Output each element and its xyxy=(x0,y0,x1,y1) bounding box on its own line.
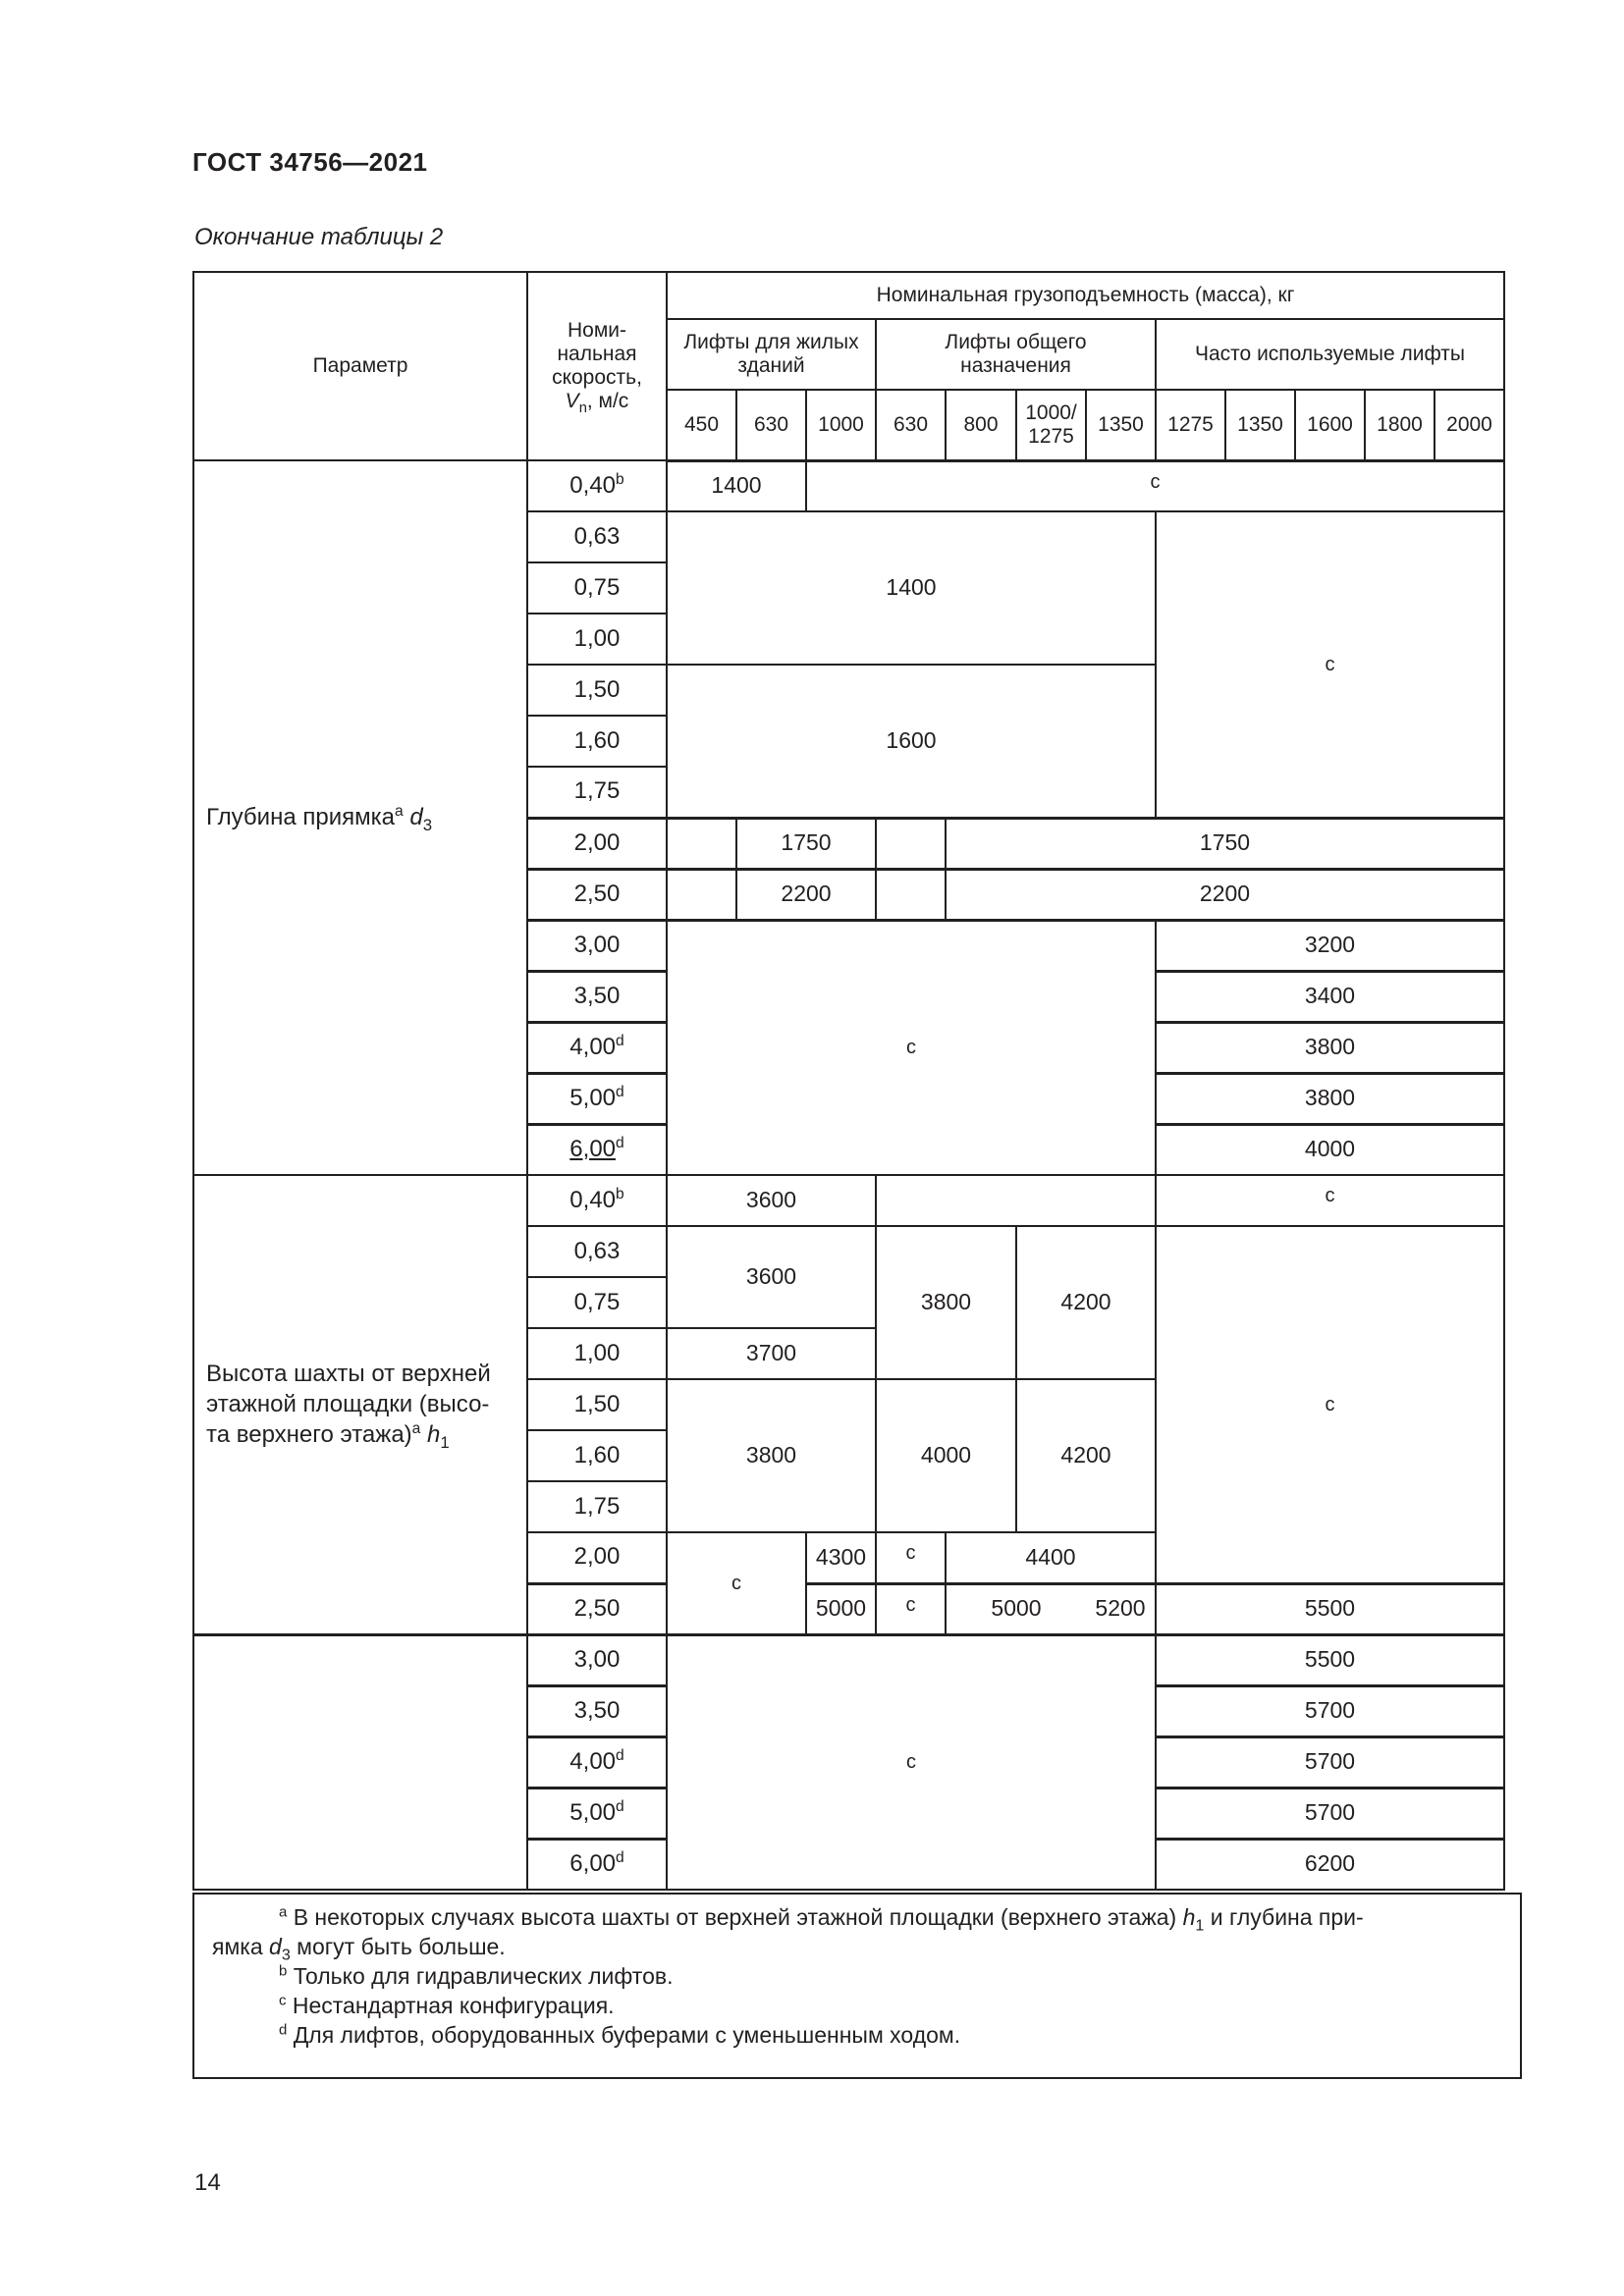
speed-cell: 3,50 xyxy=(527,971,667,1022)
header-capacity: Номинальная грузоподъемность (масса), кг xyxy=(667,272,1504,319)
value-cell: 5700 xyxy=(1156,1788,1504,1839)
value-cell: 1600 xyxy=(667,665,1156,818)
footnote-a: $^a$ В некоторых случаях высота шахты от верхней этажной площадки (верхнего этажа) $h_1$ и глубина при- xyxy=(279,1903,1364,1935)
value-cell-c: c xyxy=(1156,511,1504,818)
header-capacity-col: 630 xyxy=(736,390,806,460)
value-cell: 1400 xyxy=(667,511,1156,665)
footnote-c: $^c$ Нестандартная конфигурация. xyxy=(279,1992,615,2018)
header-capacity-col: 2000 xyxy=(1435,390,1504,460)
header-group-residential: Лифты для жилых зданий xyxy=(667,319,876,390)
value-cell-c: c xyxy=(806,460,1504,511)
value-cell: 4300 xyxy=(806,1532,876,1583)
value-cell: 3600 xyxy=(667,1175,876,1226)
speed-cell: 1,75 xyxy=(527,1481,667,1532)
page-number: 14 xyxy=(194,2169,221,2196)
header-capacity-col: 450 xyxy=(667,390,736,460)
speed-cell: 1,00 xyxy=(527,614,667,665)
speed-cell: 1,75 xyxy=(527,767,667,818)
header-capacity-col: 630 xyxy=(876,390,946,460)
value-cell: 3800 xyxy=(1156,1073,1504,1124)
empty-cell xyxy=(876,869,946,920)
value-cell-c: c xyxy=(1156,1226,1504,1583)
lift-dimensions-table xyxy=(192,271,1505,1891)
param-empty xyxy=(193,1634,527,1890)
value-cell: 1750 xyxy=(946,818,1504,869)
header-capacity-col: 1600 xyxy=(1295,390,1365,460)
header-capacity-col: 800 xyxy=(946,390,1016,460)
table-caption: Окончание таблицы 2 xyxy=(194,224,444,250)
speed-cell: 3,50 xyxy=(527,1685,667,1736)
header-capacity-col: 1350 xyxy=(1225,390,1295,460)
value-cell: 4200 xyxy=(1016,1379,1156,1532)
empty-cell xyxy=(667,818,736,869)
value-cell: 4400 xyxy=(946,1532,1156,1583)
speed-cell: 5,00$^d$ xyxy=(527,1788,667,1839)
param-pit-depth: Глубина приямка$^a$ $d_3$ xyxy=(193,460,527,1175)
value-cell: 3200 xyxy=(1156,920,1504,971)
speed-cell: 3,00 xyxy=(527,1634,667,1685)
value-cell: 3400 xyxy=(1156,971,1504,1022)
speed-cell: 6,00$^d$ xyxy=(527,1124,667,1175)
value-cell: 5000 xyxy=(806,1583,876,1634)
header-capacity-col: 1800 xyxy=(1365,390,1435,460)
speed-cell: 4,00$^d$ xyxy=(527,1022,667,1073)
speed-cell: 0,75 xyxy=(527,1277,667,1328)
table-footnotes xyxy=(192,1893,1522,2079)
speed-cell: 2,50 xyxy=(527,1583,667,1634)
value-cell: 4000 xyxy=(1156,1124,1504,1175)
value-cell-c: c xyxy=(667,1634,1156,1890)
speed-cell: 1,60 xyxy=(527,716,667,767)
header-capacity-col: 1275 xyxy=(1156,390,1225,460)
value-cell: 2200 xyxy=(946,869,1504,920)
header-capacity-col: 1350 xyxy=(1086,390,1156,460)
value-cell: 2200 xyxy=(736,869,876,920)
param-shaft-headroom: Высота шахты от верхней этажной площадки (высо- та верхнего этажа)$^a$ $h_1$ xyxy=(193,1175,527,1634)
speed-cell: 0,63 xyxy=(527,1226,667,1277)
value-cell: 1750 xyxy=(736,818,876,869)
speed-cell: 0,40$^b$ xyxy=(527,460,667,511)
header-nominal-speed: Номи- нальная скорость, $V_n$, м/с xyxy=(527,272,667,460)
value-cell-c: c xyxy=(1156,1175,1504,1226)
value-cell-c: c xyxy=(667,920,1156,1175)
empty-cell xyxy=(876,1175,1156,1226)
empty-cell xyxy=(667,869,736,920)
value-cell: 3800 xyxy=(1156,1022,1504,1073)
value-cell: 1400 xyxy=(667,460,806,511)
value-cell: 4200 xyxy=(1016,1226,1156,1379)
header-capacity-col: 1000 xyxy=(806,390,876,460)
speed-cell: 2,00 xyxy=(527,818,667,869)
value-cell-c: c xyxy=(876,1532,946,1583)
speed-cell: 2,00 xyxy=(527,1532,667,1583)
value-cell: 6200 xyxy=(1156,1839,1504,1890)
footnote-a-cont: ямка $d_3$ могут быть больше. xyxy=(212,1934,506,1964)
document-code: ГОСТ 34756—2021 xyxy=(192,147,428,177)
speed-cell: 1,50 xyxy=(527,665,667,716)
value-cell-c: c xyxy=(667,1532,806,1634)
value-cell: 5500 xyxy=(1156,1583,1504,1634)
speed-cell: 4,00$^d$ xyxy=(527,1736,667,1788)
speed-cell: 1,00 xyxy=(527,1328,667,1379)
header-capacity-col: 1000/ 1275 xyxy=(1016,390,1086,460)
speed-cell: 0,63 xyxy=(527,511,667,562)
speed-cell: 6,00$^d$ xyxy=(527,1839,667,1890)
speed-cell: 1,60 xyxy=(527,1430,667,1481)
value-cell: 3600 xyxy=(667,1226,876,1328)
value-cell: 5500 xyxy=(1156,1634,1504,1685)
value-cell: 5700 xyxy=(1156,1736,1504,1788)
speed-cell: 3,00 xyxy=(527,920,667,971)
empty-cell xyxy=(876,818,946,869)
speed-cell: 0,75 xyxy=(527,562,667,614)
value-cell-c: c xyxy=(876,1583,946,1634)
header-parameter: Параметр xyxy=(193,272,527,460)
header-group-general: Лифты общего назначения xyxy=(876,319,1156,390)
speed-cell: 0,40$^b$ xyxy=(527,1175,667,1226)
footnote-b: $^b$ Только для гидравлических лифтов. xyxy=(279,1962,674,1989)
speed-cell: 1,50 xyxy=(527,1379,667,1430)
value-cell: 3800 xyxy=(667,1379,876,1532)
value-cell: 4000 xyxy=(876,1379,1016,1532)
footnote-d: $^d$ Для лифтов, оборудованных буферами с уменьшенным ходом. xyxy=(279,2021,961,2048)
header-group-frequent: Часто используемые лифты xyxy=(1156,319,1504,390)
value-cell: 5700 xyxy=(1156,1685,1504,1736)
speed-cell: 5,00$^d$ xyxy=(527,1073,667,1124)
value-cell: 5000 xyxy=(946,1583,1086,1634)
value-cell: 3700 xyxy=(667,1328,876,1379)
value-cell: 3800 xyxy=(876,1226,1016,1379)
value-cell: 5200 xyxy=(1086,1583,1156,1634)
speed-cell: 2,50 xyxy=(527,869,667,920)
